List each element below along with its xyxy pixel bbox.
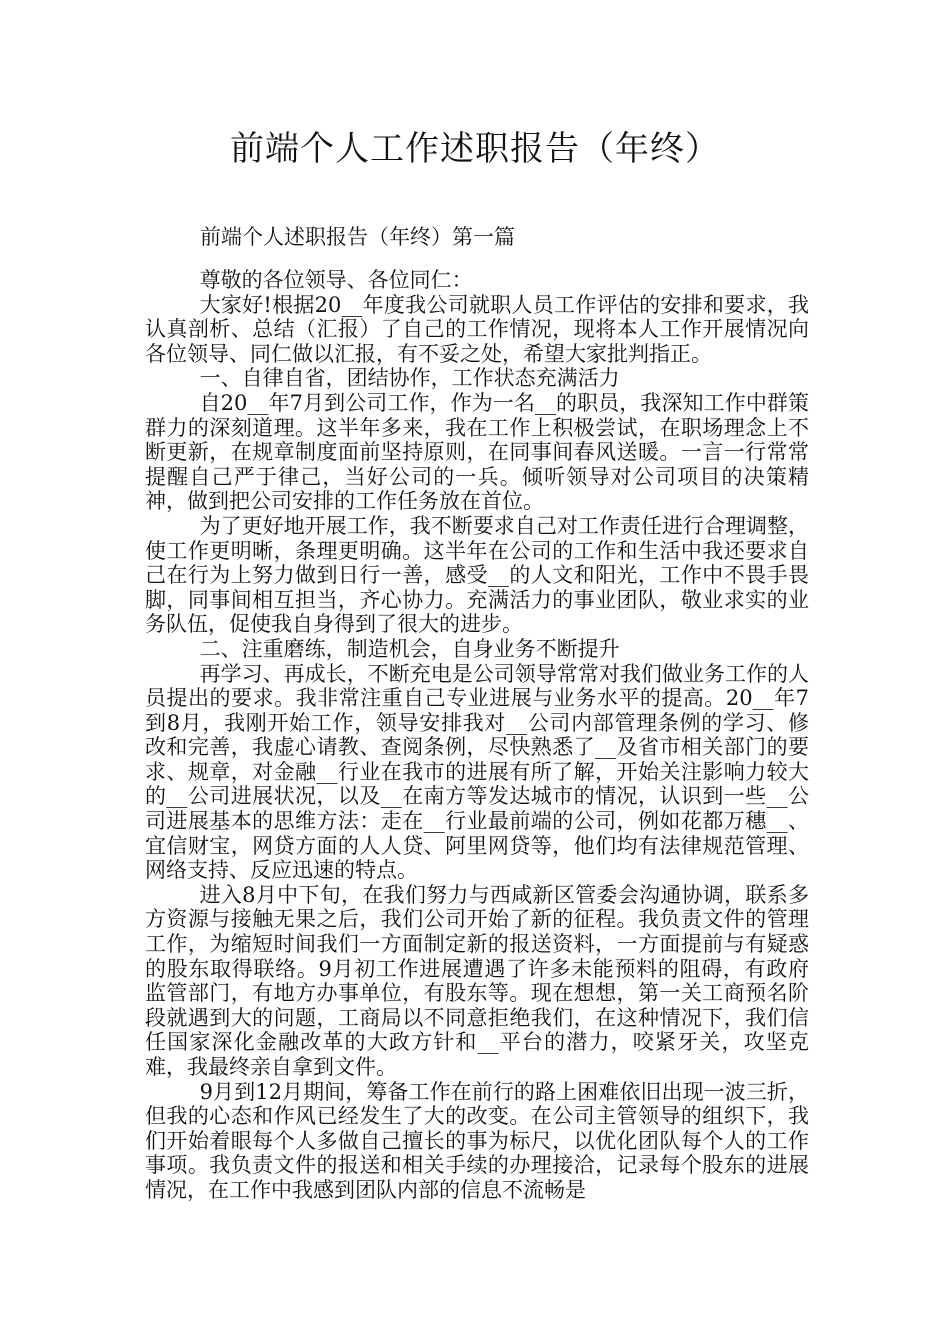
document-subtitle: 前端个人述职报告（年终）第一篇: [200, 225, 515, 249]
paragraph-intro: 大家好!根据20__年度我公司就职人员工作评估的安排和要求，我认真剖析、总结（汇报）了自己的工作情况，现将本人工作开展情况向各位领导、同仁做以汇报，有不妥之处，希望大家批判指正。: [145, 292, 809, 366]
document-body: [145, 268, 809, 1203]
paragraph: 再学习、再成长，不断充电是公司领导常常对我们做业务工作的人员提出的要求。我非常注重自己专业进展与业务水平的提高。20__年7到8月，我刚开始工作，领导安排我对__公司内部管理条例的学习、修改和完善，我虚心请教、查阅条例，尽快熟悉了__及省市相关部门的要求、规章，对金融__行业在我市的进展有所了解，开始关注影响力较大的__公司进展状况，以及__在南方等发达城市的情况，认识到一些__公司进展基本的思维方法：走在__行业最前端的公司，例如花都万穗__、宜信财宝，网贷方面的人人贷、阿里网贷等，他们均有法律规范管理、网络支持、反应迅速的特点。: [145, 661, 809, 883]
paragraph: 9月到12月期间，筹备工作在前行的路上困难依旧出现一波三折，但我的心态和作风已经发生了大的改变。在公司主管领导的组织下，我们开始着眼每个人多做自己擅长的事为标尺，以优化团队每个人的工作事项。我负责文件的报送和相关手续的办理接洽，记录每个股东的进展情况，在工作中我感到团队内部的信息不流畅是: [145, 1079, 809, 1202]
section-heading-1: 一、自律自省，团结协作，工作状态充满活力: [199, 366, 620, 391]
paragraph: 自20__年7月到公司工作，作为一名__的职员，我深知工作中群策群力的深刻道理。这半年多来，我在工作上积极尝试，在职场理念上不断更新，在规章制度面前坚持原则，在同事间春风送暖。一言一行常常提醒自己严于律己，当好公司的一兵。倾听领导对公司项目的决策精神，做到把公司安排的工作任务放在首位。: [145, 390, 809, 514]
paragraph: 进入8月中下旬，在我们努力与西咸新区管委会沟通协调，联系多方资源与接触无果之后，我们公司开始了新的征程。我负责文件的管理工作，为缩短时间我们一方面制定新的报送资料，一方面提前与有疑惑的股东取得联络。9月初工作进展遭遇了许多未能预料的阻碍，有政府监管部门，有地方办事单位，有股东等。现在想想，第一关工商预名阶段就遇到大的问题，工商局以不同意拒绝我们，在这种情况下，我们信任国家深化金融改革的大政方针和__平台的潜力，咬紧牙关，攻坚克难，我最终亲自拿到文件。: [145, 882, 809, 1079]
document-title: 前端个人工作述职报告（年终）: [230, 129, 720, 169]
section-heading-2: 二、注重磨练，制造机会，自身业务不断提升: [199, 636, 620, 661]
paragraph: 为了更好地开展工作，我不断要求自己对工作责任进行合理调整，使工作更明晰，条理更明确。这半年在公司的工作和生活中我还要求自己在行为上努力做到日行一善，感受__的人文和阳光，工作中不畏手畏脚，同事间相互担当，齐心协力。充满活力的事业团队，敬业求实的业务队伍，促使我自身得到了很大的进步。: [145, 513, 809, 637]
salutation: 尊敬的各位领导、各位同仁：: [199, 268, 473, 292]
